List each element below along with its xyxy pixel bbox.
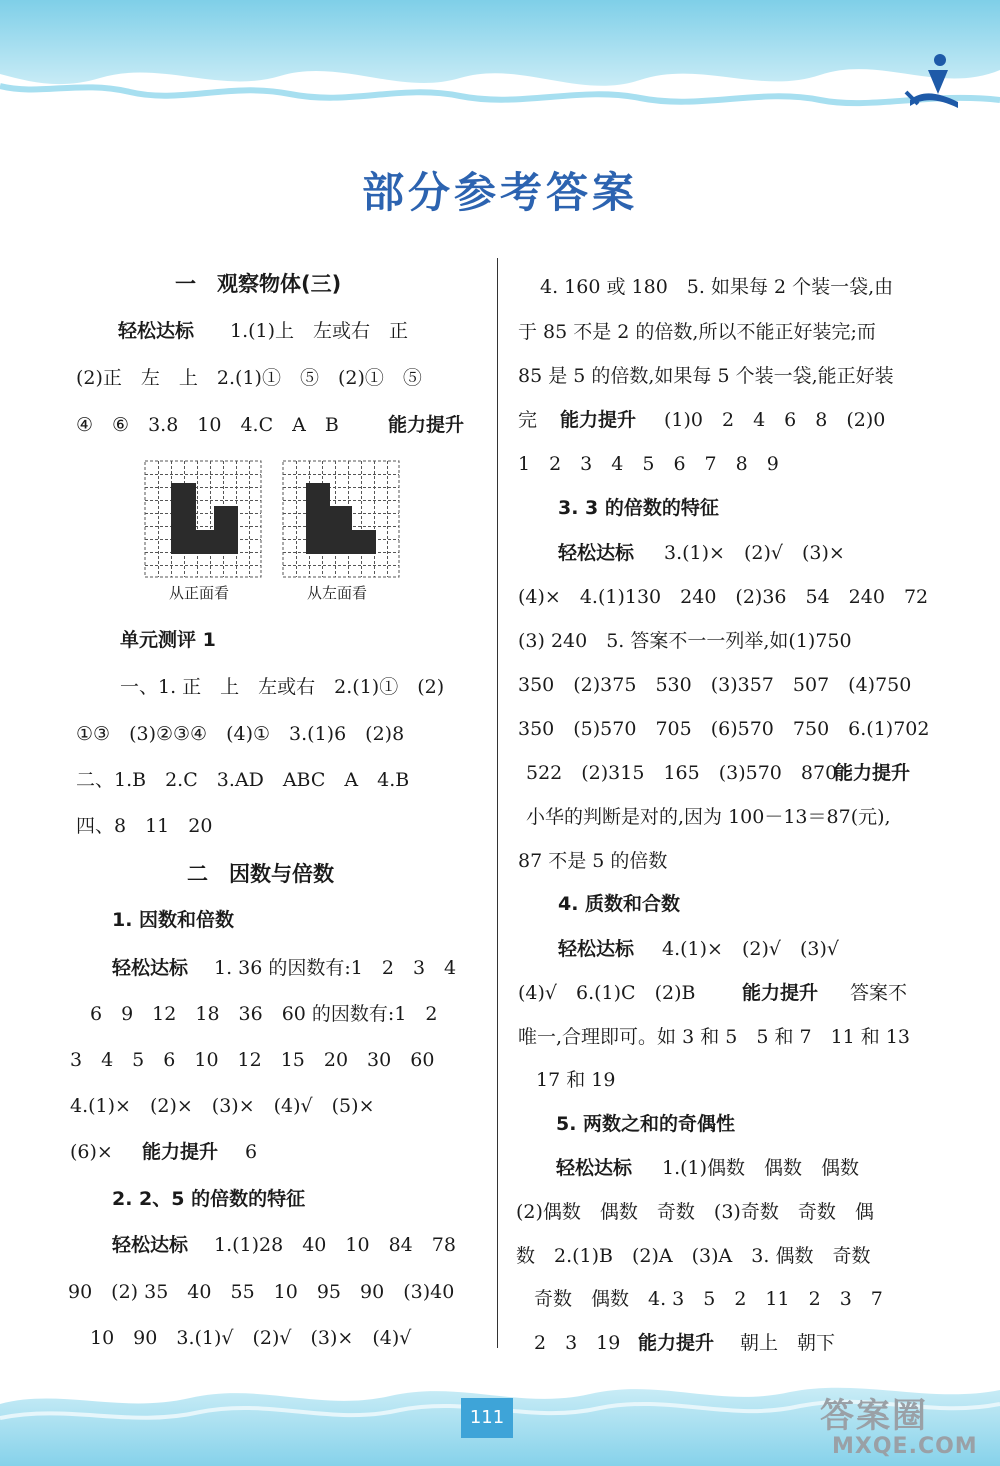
exercise-label: 轻松达标 xyxy=(556,1157,633,1179)
answer-line: (1)0 2 4 6 8 (2)0 xyxy=(664,409,886,431)
answer-line: 一、1. 正 上 左或右 2.(1)① (2) xyxy=(120,676,445,698)
answer-line: 6 9 12 18 36 60 的因数有:1 2 xyxy=(90,1003,438,1025)
answer-line: 6 xyxy=(245,1141,258,1163)
figure-caption: 从左面看 xyxy=(307,584,368,602)
answer-line: 四、8 11 20 xyxy=(76,815,213,837)
front-view-grid-figure xyxy=(144,460,262,578)
exercise-label: 轻松达标 xyxy=(558,938,635,960)
answer-line: 90 (2) 35 40 55 10 95 90 (3)40 xyxy=(68,1281,455,1303)
answer-line: 4. 160 或 180 5. 如果每 2 个装一袋,由 xyxy=(540,276,894,298)
page-title: 部分参考答案 xyxy=(361,168,638,217)
exercise-label: 能力提升 xyxy=(742,982,819,1004)
answer-line: 350 (2)375 530 (3)357 507 (4)750 xyxy=(518,674,912,696)
answer-line: 小华的判断是对的,因为 100－13＝87(元), xyxy=(526,806,891,828)
watermark-text: 答案圈 xyxy=(820,1396,928,1436)
answer-line: 奇数 偶数 4. 3 5 2 11 2 3 7 xyxy=(534,1288,883,1310)
section-heading: 二 因数与倍数 xyxy=(187,862,334,886)
subsection-heading: 3. 3 的倍数的特征 xyxy=(558,497,719,519)
answer-line: (6)× xyxy=(70,1141,113,1163)
answer-line: 1.(1)上 左或右 正 xyxy=(230,320,409,342)
exercise-label: 能力提升 xyxy=(142,1141,219,1163)
answer-line: 完 xyxy=(518,409,538,431)
answer-line: 数 2.(1)B (2)A (3)A 3. 偶数 奇数 xyxy=(516,1245,871,1267)
subsection-heading: 1. 因数和倍数 xyxy=(112,909,235,931)
left-view-shape xyxy=(306,483,376,554)
answer-line: 3 4 5 6 10 12 15 20 30 60 xyxy=(70,1049,435,1071)
section-heading: 单元测评 1 xyxy=(120,629,216,651)
section-heading: 一 观察物体(三) xyxy=(175,272,342,296)
front-view-shape xyxy=(171,483,238,554)
exercise-label: 能力提升 xyxy=(834,762,911,784)
answer-line: (2)偶数 偶数 奇数 (3)奇数 奇数 偶 xyxy=(516,1201,874,1223)
exercise-label: 轻松达标 xyxy=(112,1234,189,1256)
exercise-label: 能力提升 xyxy=(388,414,465,436)
exercise-label: 轻松达标 xyxy=(558,542,635,564)
column-divider xyxy=(497,258,498,1348)
answer-line: 朝上 朝下 xyxy=(740,1332,836,1354)
answer-line: 1. 36 的因数有:1 2 3 4 xyxy=(214,957,457,979)
subsection-heading: 4. 质数和合数 xyxy=(558,893,681,915)
answer-line: (4)√ 6.(1)C (2)B xyxy=(518,982,696,1004)
answer-line: 85 是 5 的倍数,如果每 5 个装一袋,能正好装 xyxy=(518,365,894,387)
answer-line: 答案不 xyxy=(850,982,908,1004)
answer-line: 1 2 3 4 5 6 7 8 9 xyxy=(518,453,779,475)
subsection-heading: 5. 两数之和的奇偶性 xyxy=(556,1113,736,1135)
answer-line: 3.(1)× (2)√ (3)× xyxy=(664,542,845,564)
top-wave-band xyxy=(0,0,1000,130)
answer-line: 唯一,合理即可。如 3 和 5 5 和 7 11 和 13 xyxy=(518,1026,911,1048)
answer-line: 2 3 19 xyxy=(534,1332,621,1354)
subsection-heading: 2. 2、5 的倍数的特征 xyxy=(112,1188,306,1210)
answer-line: (3) 240 5. 答案不一一列举,如(1)750 xyxy=(518,630,852,652)
answer-line: ①③ (3)②③④ (4)① 3.(1)6 (2)8 xyxy=(76,723,405,745)
answer-line: 于 85 不是 2 的倍数,所以不能正好装完;而 xyxy=(518,321,876,343)
answer-line: 4.(1)× (2)× (3)× (4)√ (5)× xyxy=(70,1095,375,1117)
pencil-book-logo-icon xyxy=(902,50,966,114)
exercise-label: 轻松达标 xyxy=(112,957,189,979)
answer-line: 1.(1)偶数 偶数 偶数 xyxy=(662,1157,860,1179)
answer-line: (4)× 4.(1)130 240 (2)36 54 240 72 xyxy=(518,586,929,608)
watermark-url: MXQE.COM xyxy=(832,1434,978,1459)
answer-line: 350 (5)570 705 (6)570 750 6.(1)702 xyxy=(518,718,930,740)
answer-line: 1.(1)28 40 10 84 78 xyxy=(214,1234,456,1256)
site-watermark xyxy=(820,1388,998,1464)
answer-line: (2)正 左 上 2.(1)① ⑤ (2)① ⑤ xyxy=(76,367,422,389)
left-view-grid-figure xyxy=(282,460,400,578)
exercise-label: 能力提升 xyxy=(560,409,637,431)
answer-line: ④ ⑥ 3.8 10 4.C A B xyxy=(76,414,339,436)
answer-line: 4.(1)× (2)√ (3)√ xyxy=(662,938,840,960)
answer-line: 87 不是 5 的倍数 xyxy=(518,850,668,872)
exercise-label: 能力提升 xyxy=(638,1332,715,1354)
exercise-label: 轻松达标 xyxy=(118,320,195,342)
answer-line: 二、1.B 2.C 3.AD ABC A 4.B xyxy=(76,769,410,791)
figure-caption: 从正面看 xyxy=(169,584,230,602)
answer-line: 522 (2)315 165 (3)570 870 xyxy=(526,762,838,784)
page-number: 111 xyxy=(461,1398,513,1438)
answer-line: 17 和 19 xyxy=(536,1069,616,1091)
answer-line: 10 90 3.(1)√ (2)√ (3)× (4)√ xyxy=(90,1327,412,1349)
